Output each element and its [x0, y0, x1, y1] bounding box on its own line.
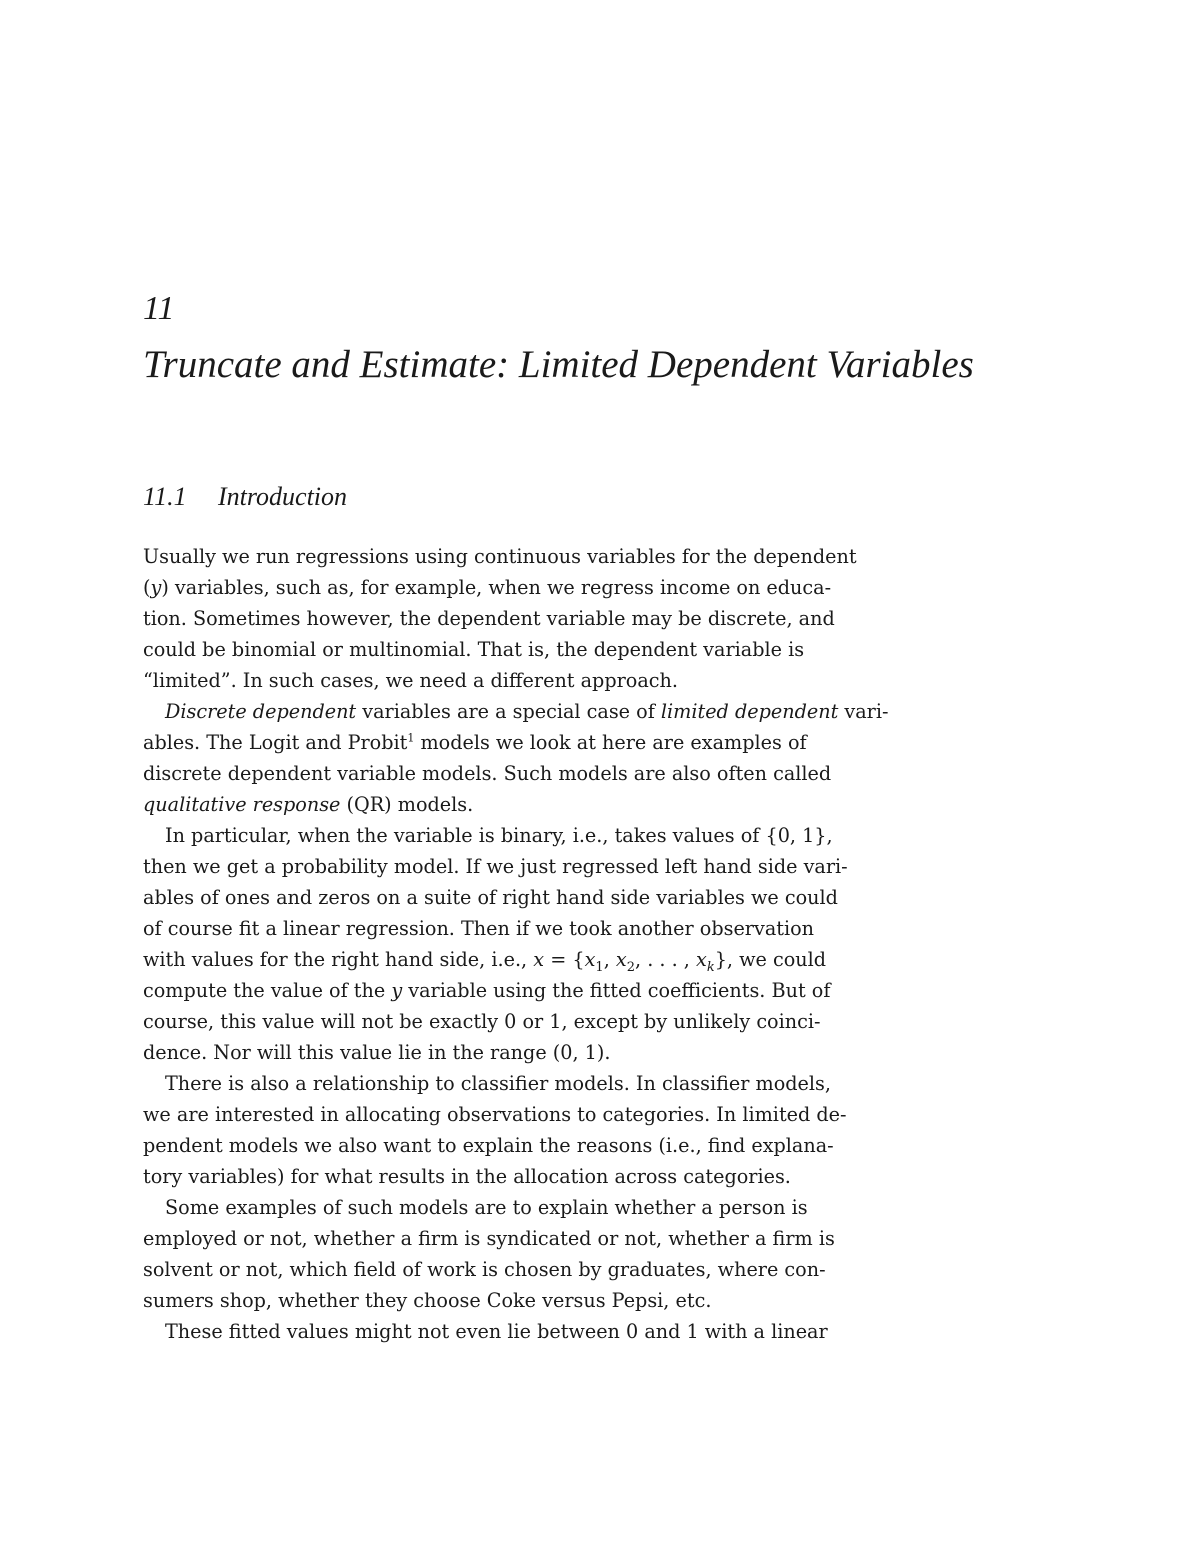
math-variable: y	[150, 576, 162, 599]
text-fragment: with values for the right hand side, i.e.,	[143, 948, 534, 971]
math-subscript: 2	[626, 959, 635, 975]
math-operator: , . . . ,	[635, 948, 696, 971]
math-variable: x	[584, 948, 596, 971]
paragraph-3	[143, 820, 858, 1068]
emphasis: limited dependent	[660, 700, 839, 723]
text-line: Some examples of such models are to explain whether a person is	[165, 1196, 808, 1219]
text-line: “limited”. In such cases, we need a different approach.	[143, 669, 678, 692]
paragraph-2	[143, 696, 889, 820]
text-line: pendent models we also want to explain the reasons (i.e., find explana-	[143, 1134, 834, 1157]
text-fragment: (	[143, 576, 151, 599]
chapter-number: 11	[143, 290, 175, 327]
math-subscript: 1	[595, 959, 604, 975]
text-line: discrete dependent variable models. Such models are also often called	[143, 762, 832, 785]
text-line: of course fit a linear regression. Then if we took another observation	[143, 917, 815, 940]
text-line	[143, 572, 858, 603]
text-fragment: vari-	[838, 700, 889, 723]
section-heading	[143, 482, 347, 512]
paragraph-1	[143, 541, 858, 696]
body-text	[143, 541, 889, 1347]
paragraph-6	[143, 1316, 858, 1347]
text-fragment: variables are a special case of	[356, 700, 661, 723]
text-line: ables of ones and zeros on a suite of right hand side variables we could	[143, 886, 838, 909]
text-line: could be binomial or multinomial. That is, the dependent variable is	[143, 638, 805, 661]
paragraph-5	[143, 1192, 858, 1316]
chapter-title: Truncate and Estimate: Limited Dependent Variables	[143, 343, 974, 386]
text-fragment: ables. The Logit and Probit	[143, 731, 408, 754]
math-operator: = {	[544, 948, 585, 971]
text-line	[143, 727, 858, 758]
text-line: employed or not, whether a firm is syndicated or not, whether a firm is	[143, 1227, 835, 1250]
text-line: dence. Nor will this value lie in the range (0, 1).	[143, 1041, 611, 1064]
text-line: course, this value will not be exactly 0 or 1, except by unlikely coinci-	[143, 1010, 821, 1033]
text-fragment: }, we could	[714, 948, 827, 971]
emphasis: Discrete dependent	[165, 700, 357, 723]
text-line	[143, 944, 858, 975]
footnote-marker[interactable]: 1	[407, 731, 415, 745]
text-line: then we get a probability model. If we just regressed left hand side vari-	[143, 855, 848, 878]
math-variable: x	[696, 948, 707, 971]
text-line: Usually we run regressions using continuous variables for the dependent	[143, 545, 857, 568]
text-fragment: ) variables, such as, for example, when we regress income on educa-	[161, 576, 832, 599]
text-fragment: models we look at here are examples of	[414, 731, 807, 754]
text-fragment: compute the value of the	[143, 979, 392, 1002]
text-line	[143, 789, 858, 820]
text-line	[143, 975, 858, 1006]
text-line: we are interested in allocating observations to categories. In limited de-	[143, 1103, 847, 1126]
text-line: tory variables) for what results in the allocation across categories.	[143, 1165, 791, 1188]
text-line: There is also a relationship to classifier models. In classifier models,	[165, 1072, 831, 1095]
text-line: tion. Sometimes however, the dependent variable may be discrete, and	[143, 607, 835, 630]
math-operator: ,	[603, 948, 616, 971]
text-line: These fitted values might not even lie between 0 and 1 with a linear	[165, 1320, 828, 1343]
text-fragment: (QR) models.	[340, 793, 474, 816]
text-line: solvent or not, which field of work is chosen by graduates, where con-	[143, 1258, 826, 1281]
text-line: sumers shop, whether they choose Coke versus Pepsi, etc.	[143, 1289, 712, 1312]
text-line	[143, 696, 889, 727]
paragraph-4	[143, 1068, 858, 1192]
math-variable: x	[533, 948, 545, 971]
section-title: Introduction	[218, 482, 348, 511]
math-variable: x	[615, 948, 627, 971]
text-line: In particular, when the variable is binary, i.e., takes values of {0, 1},	[165, 824, 833, 847]
math-variable: y	[391, 979, 403, 1002]
emphasis: qualitative response	[143, 793, 341, 816]
text-fragment: variable using the fitted coefficients. But of	[402, 979, 831, 1002]
section-number: 11.1	[143, 482, 187, 511]
math-subscript: k	[706, 959, 715, 975]
